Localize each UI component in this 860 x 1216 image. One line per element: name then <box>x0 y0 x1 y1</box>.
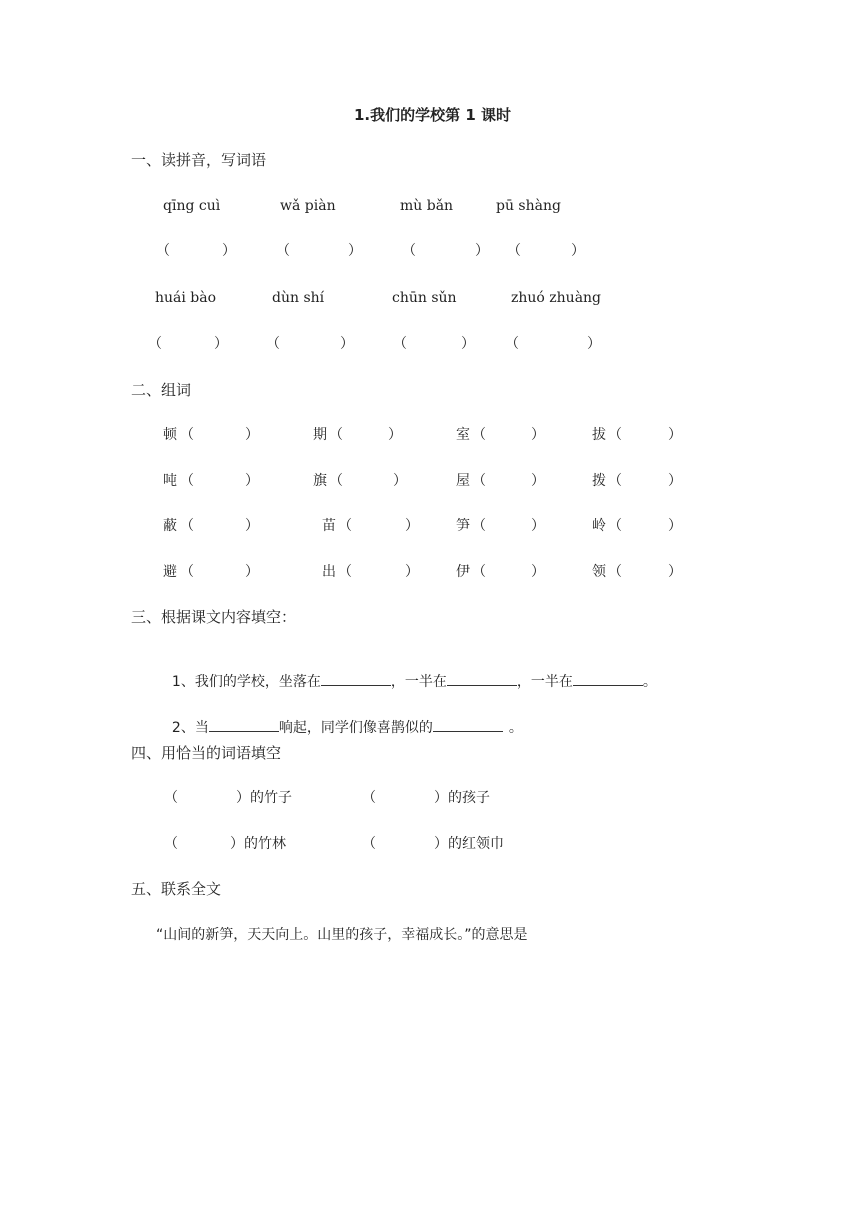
fill-blank-question-2 <box>163 699 523 737</box>
answer-paren-open: （ <box>329 473 343 489</box>
answer-blank[interactable] <box>433 717 503 732</box>
phrase-item: ）的竹子 <box>236 790 292 806</box>
answer-paren-open: （ <box>393 336 407 352</box>
section-3-heading: 三、根据课文内容填空： <box>131 608 297 626</box>
answer-paren-close: ） <box>388 427 402 443</box>
answer-blank[interactable] <box>573 671 643 686</box>
word-char: 笋 <box>456 518 470 534</box>
pinyin-1: qīng cuì <box>163 198 221 214</box>
pinyin-4: pū shàng <box>496 198 561 214</box>
question-text: 2、当 <box>171 720 209 736</box>
answer-paren-open: （ <box>472 518 486 534</box>
word-char: 避 <box>163 564 177 580</box>
answer-paren-close: ） <box>222 243 236 259</box>
answer-paren-close: ） <box>531 473 545 489</box>
section-4-heading: 四、用恰当的词语填空 <box>131 744 282 762</box>
answer-paren-open: （ <box>148 336 162 352</box>
pinyin-6: dùn shí <box>272 290 325 306</box>
answer-paren-open: （ <box>266 336 280 352</box>
question-text: ，一半在 <box>516 674 573 690</box>
answer-paren-close: ） <box>668 473 682 489</box>
answer-paren-open: （ <box>180 473 194 489</box>
answer-paren-close: ） <box>571 243 585 259</box>
word-char: 拔 <box>592 427 606 443</box>
question-text: 。 <box>642 674 657 690</box>
word-char: 拨 <box>592 473 606 489</box>
answer-paren-open: （ <box>362 790 376 806</box>
answer-paren-open: （ <box>362 836 376 852</box>
answer-paren-close: ） <box>405 518 419 534</box>
answer-paren-close: ） <box>245 564 259 580</box>
answer-paren-close: ） <box>393 473 407 489</box>
answer-paren-close: ） <box>405 564 419 580</box>
answer-paren-close: ） <box>531 427 545 443</box>
answer-paren-open: （ <box>164 790 178 806</box>
word-char: 旗 <box>313 473 327 489</box>
answer-paren-open: （ <box>164 836 178 852</box>
answer-blank[interactable] <box>321 671 391 686</box>
answer-paren-open: （ <box>608 518 622 534</box>
answer-paren-close: ） <box>348 243 362 259</box>
phrase-item: ）的红领巾 <box>434 836 504 852</box>
answer-paren-close: ） <box>245 473 259 489</box>
word-char: 期 <box>313 427 327 443</box>
question-text: 1、我们的学校，坐落在 <box>171 674 321 690</box>
answer-paren-open: （ <box>507 243 521 259</box>
answer-blank[interactable] <box>209 717 279 732</box>
answer-paren-close: ） <box>245 427 259 443</box>
answer-paren-close: ） <box>587 336 601 352</box>
pinyin-8: zhuó zhuàng <box>511 290 602 306</box>
question-text: 响起，同学们像喜鹊似的 <box>278 720 433 736</box>
section-1-heading: 一、读拼音，写词语 <box>131 151 267 169</box>
answer-paren-open: （ <box>505 336 519 352</box>
answer-paren-open: （ <box>329 427 343 443</box>
word-char: 吨 <box>163 473 177 489</box>
answer-paren-open: （ <box>338 564 352 580</box>
pinyin-3: mù bǎn <box>400 198 454 214</box>
section-2-heading: 二、组词 <box>131 381 192 399</box>
word-char: 出 <box>322 564 336 580</box>
answer-paren-close: ） <box>668 518 682 534</box>
question-text: 。 <box>508 720 523 736</box>
fill-blank-question-1 <box>163 653 657 691</box>
word-char: 伊 <box>456 564 470 580</box>
question-text: ，一半在 <box>390 674 447 690</box>
answer-blank[interactable] <box>447 671 517 686</box>
word-char: 蔽 <box>163 518 177 534</box>
answer-paren-open: （ <box>402 243 416 259</box>
answer-paren-close: ） <box>245 518 259 534</box>
answer-paren-open: （ <box>472 427 486 443</box>
pinyin-2: wǎ piàn <box>280 198 336 214</box>
answer-paren-open: （ <box>180 518 194 534</box>
answer-paren-close: ） <box>531 518 545 534</box>
word-char: 岭 <box>592 518 606 534</box>
answer-paren-close: ） <box>214 336 228 352</box>
answer-paren-open: （ <box>276 243 290 259</box>
answer-paren-open: （ <box>472 473 486 489</box>
answer-paren-open: （ <box>180 427 194 443</box>
word-char: 屋 <box>456 473 470 489</box>
answer-paren-open: （ <box>608 473 622 489</box>
answer-paren-close: ） <box>531 564 545 580</box>
answer-paren-open: （ <box>472 564 486 580</box>
phrase-item: ）的孩子 <box>434 790 490 806</box>
answer-paren-open: （ <box>338 518 352 534</box>
phrase-item: ）的竹林 <box>230 836 286 852</box>
page-title: 1.我们的学校第 1 课时 <box>354 106 512 124</box>
answer-paren-close: ） <box>461 336 475 352</box>
answer-paren-open: （ <box>608 427 622 443</box>
word-char: 室 <box>456 427 470 443</box>
word-char: 苗 <box>322 518 336 534</box>
answer-paren-close: ） <box>668 564 682 580</box>
answer-paren-open: （ <box>180 564 194 580</box>
answer-paren-close: ） <box>475 243 489 259</box>
answer-paren-close: ） <box>668 427 682 443</box>
section-5-heading: 五、联系全文 <box>131 880 222 898</box>
answer-paren-close: ） <box>340 336 354 352</box>
word-char: 顿 <box>163 427 177 443</box>
word-char: 领 <box>592 564 606 580</box>
quote-text: “山间的新笋，天天向上。山里的孩子，幸福成长。”的意思是 <box>156 927 528 943</box>
answer-paren-open: （ <box>608 564 622 580</box>
answer-paren-open: （ <box>156 243 170 259</box>
pinyin-7: chūn sǔn <box>392 290 457 306</box>
pinyin-5: huái bào <box>155 290 217 306</box>
